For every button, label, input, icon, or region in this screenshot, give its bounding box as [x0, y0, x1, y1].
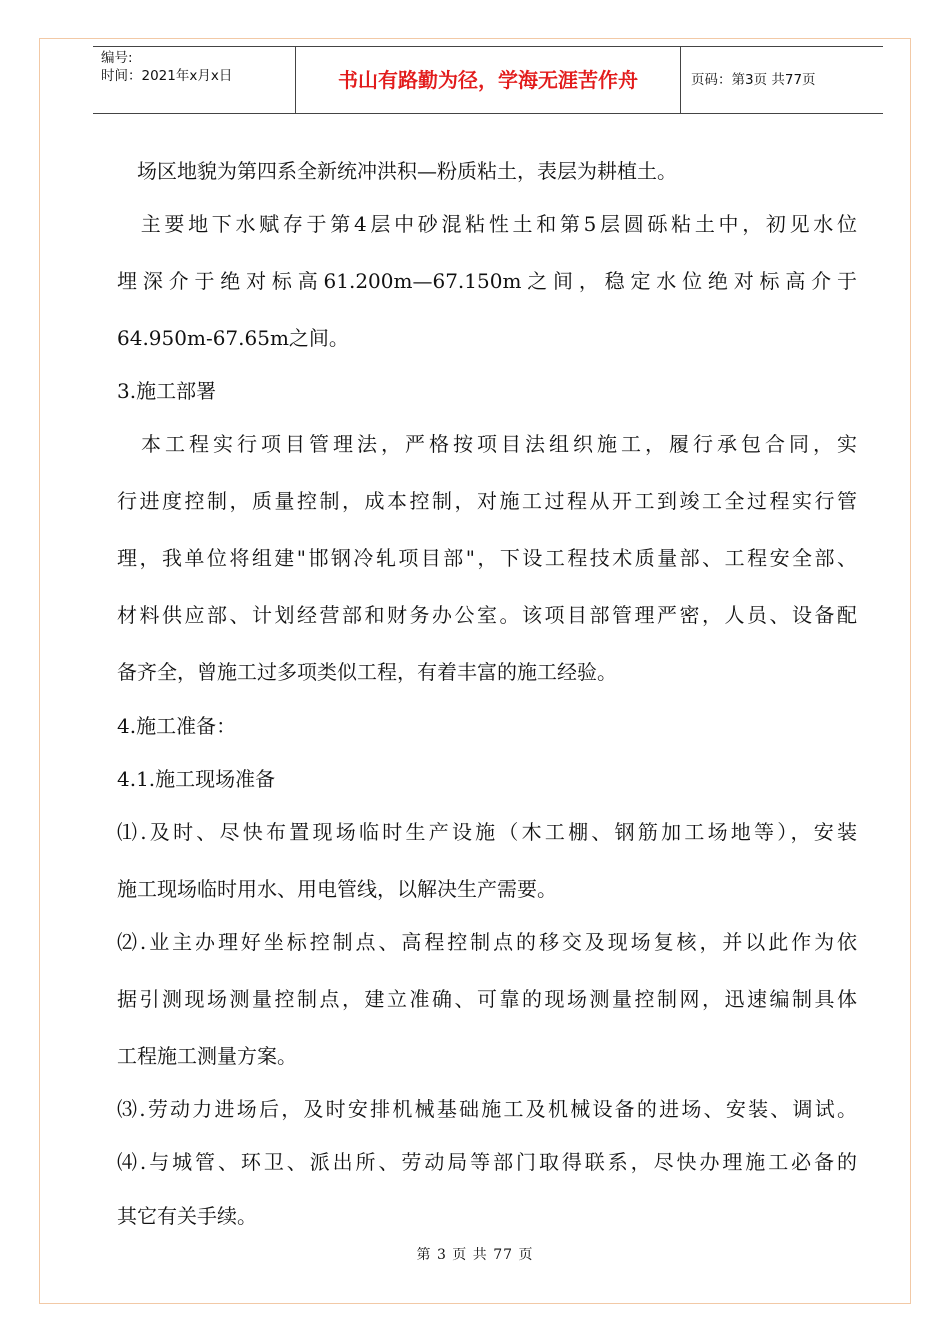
section-heading: 3.施工部署 [117, 379, 217, 403]
list-item-line: 其它有关手续。 [117, 1204, 257, 1228]
paragraph-line: 埋深介于绝对标高61.200m—67.150m之间，稳定水位绝对标高介于 [117, 269, 857, 293]
paragraph-line: 主要地下水赋存于第4层中砂混粘性土和第5层圆砾粘土中，初见水位 [117, 212, 857, 236]
list-item-line: 施工现场临时用水、用电管线，以解决生产需要。 [117, 877, 557, 901]
list-item-line: 据引测现场测量控制点，建立准确、可靠的现场测量控制网，迅速编制具体 [117, 987, 857, 1011]
subsection-heading: 4.1.施工现场准备 [117, 767, 276, 791]
header-motto: 书山有路勤为径，学海无涯苦作舟 [295, 47, 681, 113]
paragraph-line: 行进度控制，质量控制，成本控制，对施工过程从开工到竣工全过程实行管 [117, 489, 857, 513]
section-heading: 4.施工准备： [117, 714, 237, 738]
header-page-info: 页码：第3页 共77页 [691, 72, 816, 88]
paragraph-line: 材料供应部、计划经营部和财务办公室。该项目部管理严密，人员、设备配 [117, 603, 857, 627]
page-header [93, 46, 883, 114]
list-item-line: ⑷.与城管、环卫、派出所、劳动局等部门取得联系，尽快办理施工必备的 [117, 1150, 857, 1174]
number-label: 编号: [101, 50, 133, 66]
list-item-line: ⑵.业主办理好坐标控制点、高程控制点的移交及现场复核，并以此作为依 [117, 930, 857, 954]
list-item-line: ⑶.劳动力进场后，及时安排机械基础施工及机械设备的进场、安装、调试。 [117, 1097, 857, 1121]
header-meta [101, 49, 232, 85]
time-label: 时间：2021年x月x日 [101, 68, 233, 84]
page-footer: 第 3 页 共 77 页 [416, 1247, 534, 1263]
paragraph-line: 备齐全，曾施工过多项类似工程，有着丰富的施工经验。 [117, 660, 617, 684]
paragraph-line: 本工程实行项目管理法，严格按项目法组织施工，履行承包合同，实 [117, 432, 857, 456]
paragraph-line: 64.950m-67.65m之间。 [117, 326, 349, 350]
list-item-line: 工程施工测量方案。 [117, 1044, 297, 1068]
paragraph-line: 理，我单位将组建"邯钢冷轧项目部"，下设工程技术质量部、工程安全部、 [117, 546, 857, 570]
paragraph-line: 场区地貌为第四系全新统冲洪积—粉质粘土，表层为耕植土。 [117, 159, 677, 183]
list-item-line: ⑴.及时、尽快布置现场临时生产设施（木工棚、钢筋加工场地等），安装 [117, 820, 857, 844]
